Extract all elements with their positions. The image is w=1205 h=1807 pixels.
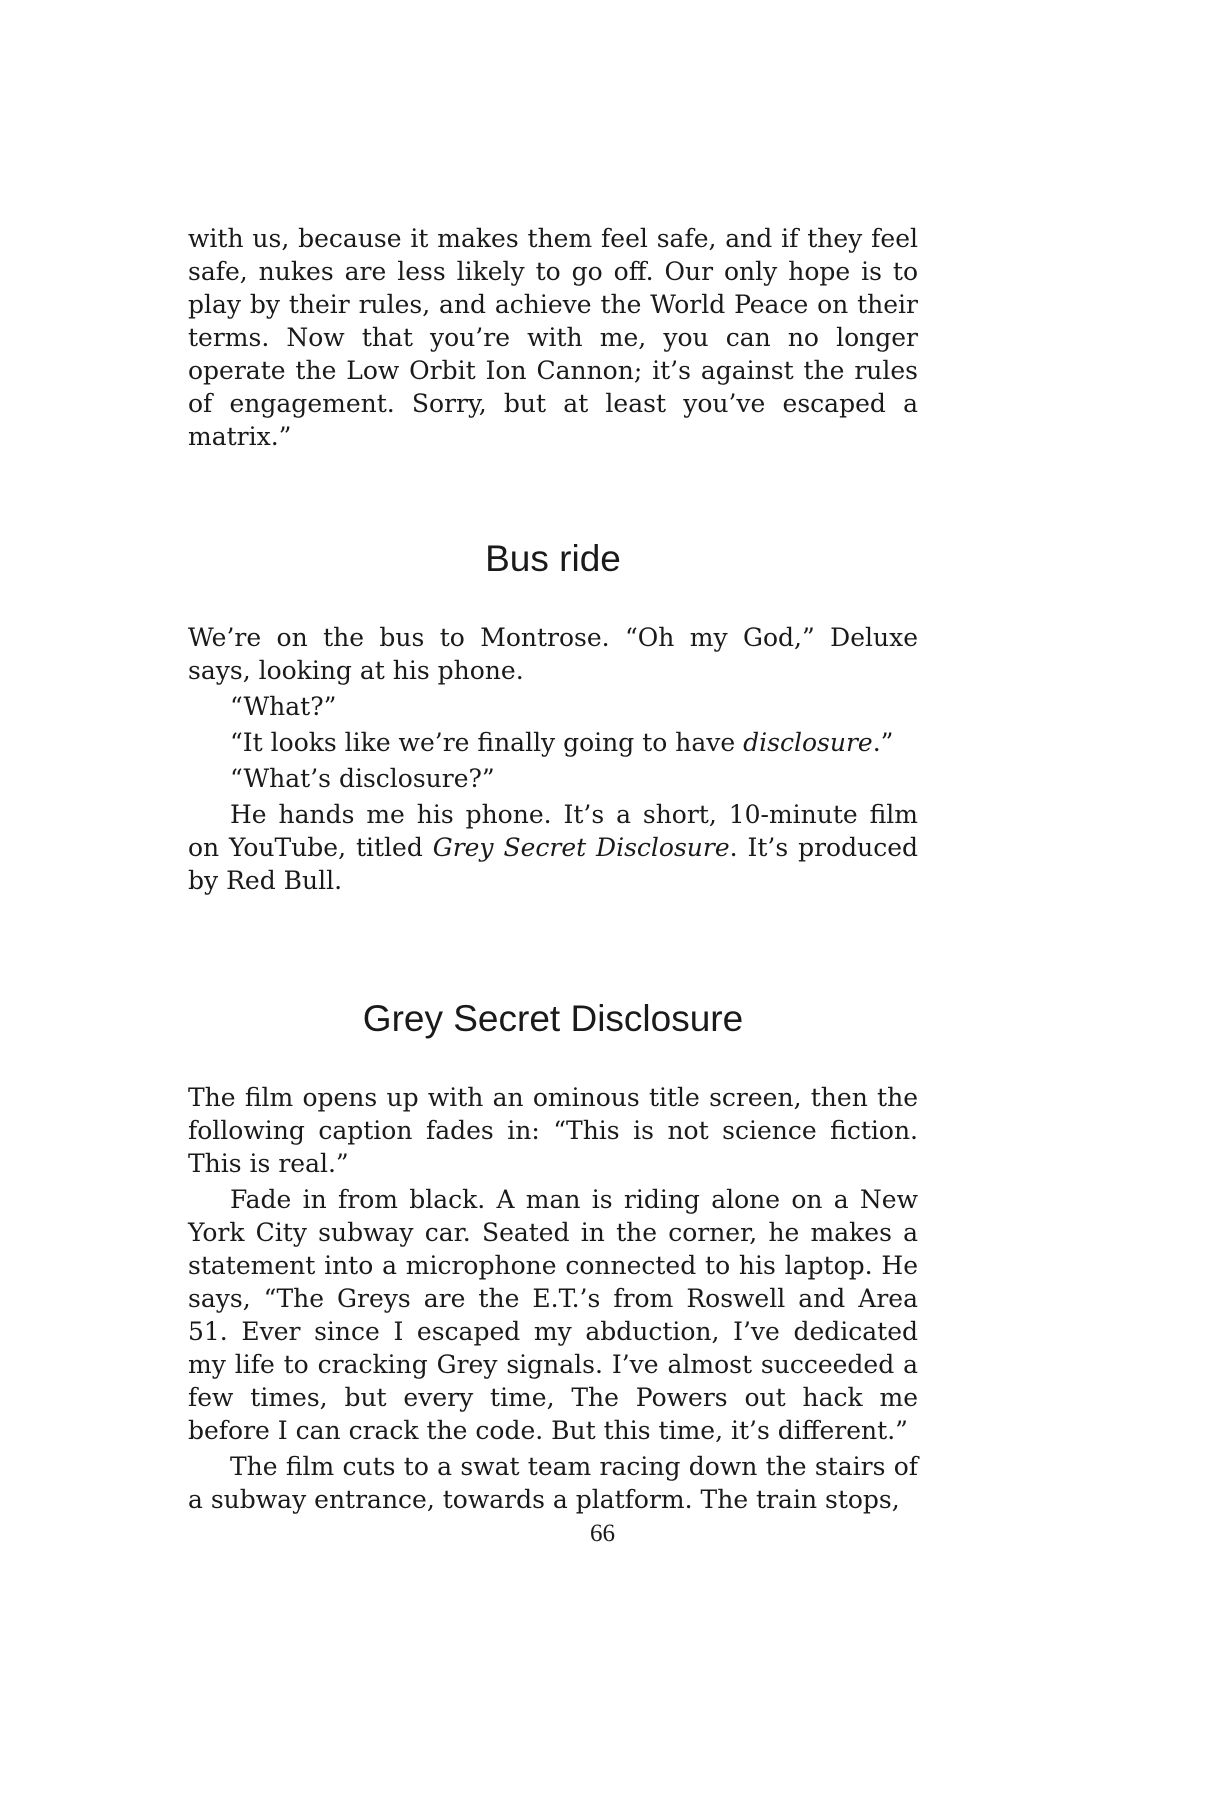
opening-paragraph: with us, because it makes them feel safe, and if they feel safe, nukes are less likely to go off. Our only hope is to play by their rules, and achieve the World Peace on their terms. Now that you’re with me, you can no longer operate the Low Orbit Ion Cannon; it’s against the rules of engagement. Sorry, but at least you’ve escaped a matrix.” (188, 224, 918, 451)
bus-ride-paragraph-1: We’re on the bus to Montrose. “Oh my God,” Deluxe says, looking at his phone. (188, 623, 918, 685)
text-run: “It looks like we’re finally going to have (230, 728, 744, 757)
text-run: .” (872, 728, 894, 757)
bus-ride-paragraph-3 (188, 726, 918, 759)
bus-ride-paragraph-2: “What?” (230, 692, 337, 721)
grey-secret-paragraph-1: The film opens up with an ominous title screen, then the following caption fades in: “This is not science fiction. This is real.” (188, 1083, 918, 1178)
italic-term-disclosure: disclosure (743, 728, 873, 757)
bus-ride-paragraph-4: “What’s disclosure?” (230, 764, 495, 793)
grey-secret-paragraph-3: The film cuts to a swat team racing down the stairs of a subway entrance, towards a platform. The train stops, (188, 1452, 918, 1514)
section-heading-bus-ride: Bus ride (485, 538, 621, 579)
italic-film-title: Grey Secret Disclosure (432, 833, 730, 862)
bus-ride-paragraph-5 (188, 798, 918, 897)
section-heading-grey-secret-disclosure: Grey Secret Disclosure (362, 998, 744, 1039)
text-run: He hands me his phone. It’s a short, 10-minute film on YouTube, titled (188, 800, 918, 862)
grey-secret-paragraph-2: Fade in from black. A man is riding alone on a New York City subway car. Seated in the corner, he makes a statement into a microphone connected to his laptop. He says, “The Greys are the E.T.’s from Roswell and Area 51. Ever since I escaped my abduction, I’ve dedicated my life to cracking Grey signals. I’ve almost succeeded a few times, but every time, The Powers out hack me before I can crack the code. But this time, it’s different.” (188, 1185, 918, 1445)
text-run: . It’s produced by Red Bull. (188, 833, 918, 895)
page-body (188, 222, 918, 1516)
page-number: 66 (590, 1520, 615, 1547)
